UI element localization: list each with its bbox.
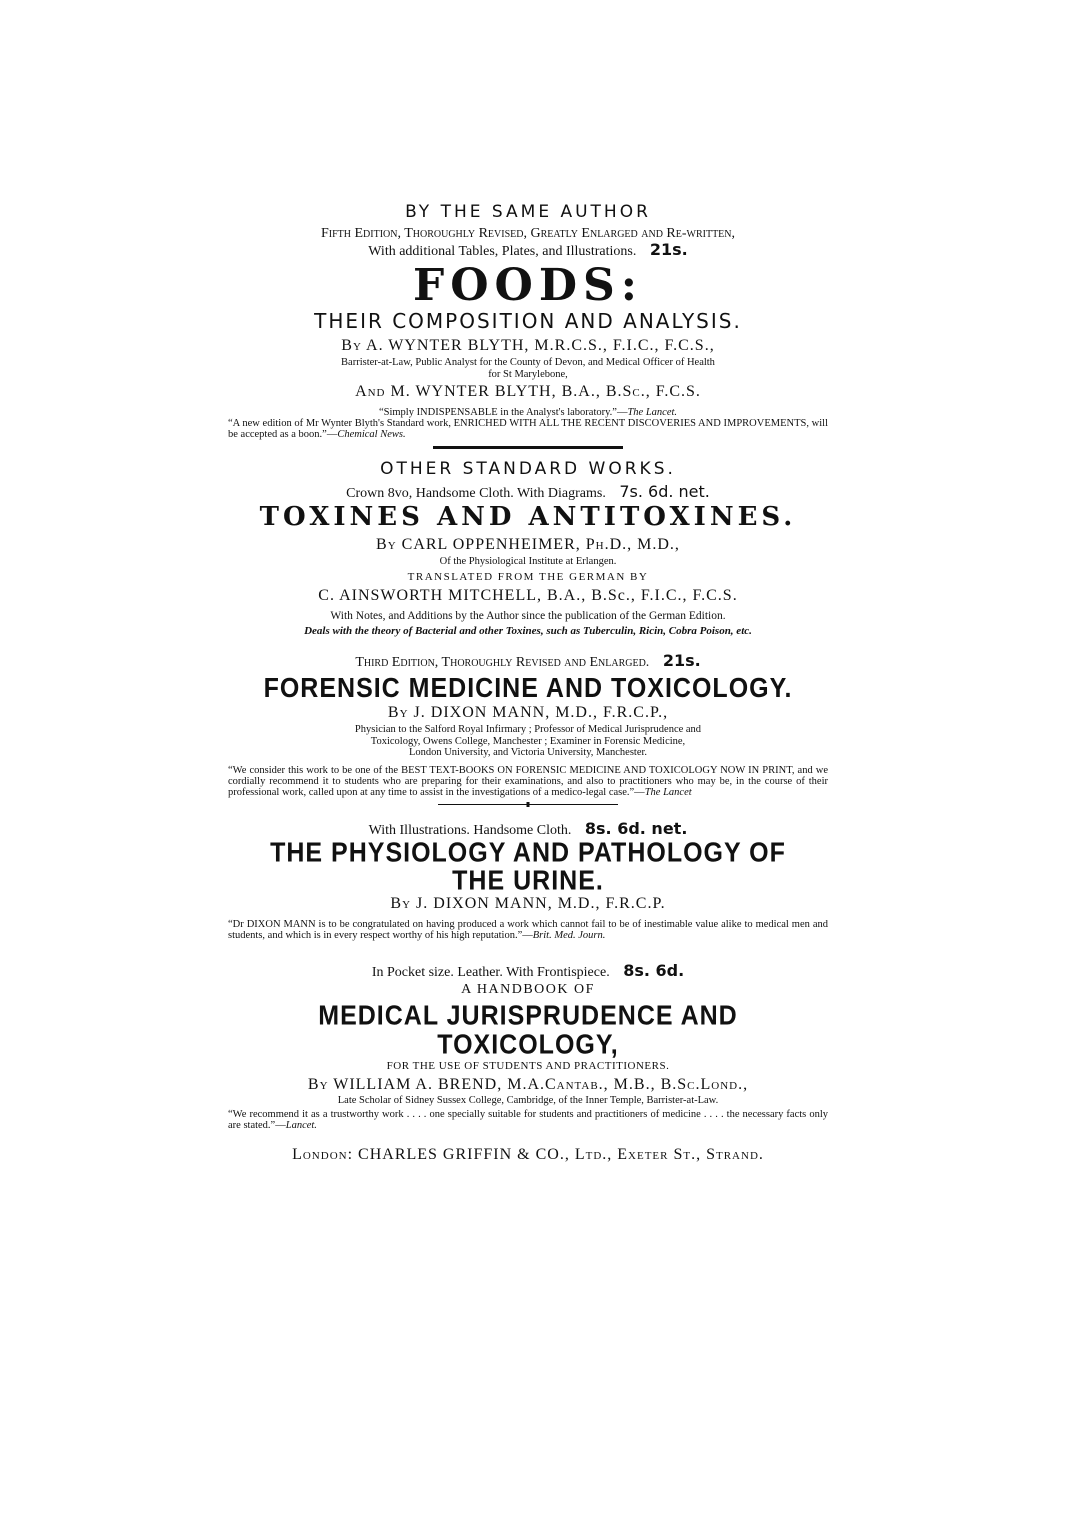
urine-author: By J. DIXON MANN, M.D., F.R.C.P. xyxy=(390,895,666,913)
foods-affil-line-2: for St Marylebone, xyxy=(488,368,568,380)
forensic-affil-line-1: Physician to the Salford Royal Infirmary ; Professor of Medical Jurisprudence and xyxy=(354,724,702,735)
urine-title xyxy=(228,839,828,895)
foods-author-1: By A. WYNTER BLYTH, M.R.C.S., F.I.C., F.C.S., xyxy=(341,337,715,355)
urine-price: 8s. 6d. net. xyxy=(584,818,688,838)
jurisprudence-affiliation: Late Scholar of Sidney Sussex College, Cambridge, of the Inner Temple, Barrister-at-Law. xyxy=(337,1095,719,1107)
forensic-quote-source: The Lancet xyxy=(644,786,692,798)
foods-title: FOODS: xyxy=(412,260,644,312)
forensic-affil-line-3: London University, and Victoria University, Manchester. xyxy=(408,747,648,759)
foods-edition-text-2: With additional Tables, Plates, and Illustrations. xyxy=(368,243,637,259)
jurisprudence-quote-text: “We recommend it as a trustworthy work . . . . one specially suitable for students and practitioners of medicine . . . . the necessary facts only are stated.”— xyxy=(228,1108,828,1131)
foods-author-2: And M. WYNTER BLYTH, B.A., B.Sc., F.C.S. xyxy=(355,383,701,401)
forensic-title: FORENSIC MEDICINE AND TOXICOLOGY. xyxy=(263,672,793,704)
toxines-title: TOXINES AND ANTITOXINES. xyxy=(259,501,797,532)
foods-author-1-affiliation xyxy=(228,357,828,380)
toxines-translator: C. AINSWORTH MITCHELL, B.A., B.Sc., F.I.C., F.C.S. xyxy=(318,586,738,604)
forensic-edition-line xyxy=(228,653,828,671)
foods-subtitle: THEIR COMPOSITION AND ANALYSIS. xyxy=(314,309,742,334)
by-same-author-heading: BY THE SAME AUTHOR xyxy=(405,202,651,222)
jurisprudence-price: 8s. 6d. xyxy=(623,961,685,981)
toxines-translated-by: TRANSLATED FROM THE GERMAN BY xyxy=(407,571,649,584)
foods-price: 21s. xyxy=(649,239,688,259)
urine-title-line-1: THE PHYSIOLOGY AND PATHOLOGY OF xyxy=(270,837,786,869)
foods-quote-2-text: “A new edition of Mr Wynter Blyth's Standard work, ENRICHED WITH ALL THE RECENT DISCOVERIES AND IMPROVEMENTS, will be accepted as a boon.”— xyxy=(228,418,828,441)
forensic-affiliation xyxy=(228,724,828,759)
urine-title-line-2: THE URINE. xyxy=(452,865,604,897)
forensic-affil-line-2: Toxicology, Owens College, Manchester ; Examiner in Forensic Medicine, xyxy=(370,735,686,747)
toxines-notes: With Notes, and Additions by the Author since the publication of the German Edition. xyxy=(330,609,726,622)
forensic-quote xyxy=(228,765,828,798)
foods-quote-2-source: Chemical News. xyxy=(337,429,406,441)
toxines-author: By CARL OPPENHEIMER, Ph.D., M.D., xyxy=(376,535,680,553)
foods-quote-1 xyxy=(228,407,828,418)
foods-affil-line-1: Barrister-at-Law, Public Analyst for the County of Devon, and Medical Officer of Health xyxy=(341,357,715,369)
toxines-edition-line xyxy=(228,481,828,502)
toxines-edition-text: Crown 8vo, Handsome Cloth. With Diagrams. xyxy=(346,485,606,501)
forensic-price: 21s. xyxy=(662,651,701,671)
jurisprudence-quote-source: Lancet. xyxy=(285,1119,317,1131)
forensic-quote-text: “We consider this work to be one of the BEST TEXT-BOOKS ON FORENSIC MEDICINE AND TOXICOLOGY NOW IN PRINT, and we cordially recommend it to students who are preparing for their examinations, and also to practitioners who may be, in the course of their professional work, called upon at any time to assist in the investigations of a medico-legal case.”— xyxy=(228,764,828,798)
foods-quote-1-source: The Lancet. xyxy=(627,407,678,419)
forensic-edition-text: Third Edition, Thoroughly Revised and Enlarged. xyxy=(355,655,650,671)
foods-edition-text: Fifth Edition, Thoroughly Revised, Greatly Enlarged and Re-written, xyxy=(320,225,736,241)
foods-quote-1-text: “Simply INDISPENSABLE in the Analyst's laboratory.”— xyxy=(378,407,628,419)
other-works-heading: OTHER STANDARD WORKS. xyxy=(380,459,676,480)
toxines-price: 7s. 6d. net. xyxy=(619,481,710,501)
urine-quote-text: “Dr DIXON MANN is to be congratulated on having produced a work which cannot fail to be of inestimable value alike to medical men and students, and which is in every respect worthy of his high reputation.”— xyxy=(228,919,828,942)
jurisprudence-edition-line xyxy=(228,963,828,981)
urine-edition-line xyxy=(228,818,828,839)
jurisprudence-quote xyxy=(228,1109,828,1131)
urine-quote xyxy=(228,919,828,941)
jurisprudence-handbook: A HANDBOOK OF xyxy=(461,981,595,997)
toxines-deals: Deals with the theory of Bacterial and other Toxines, such as Tuberculin, Ricin, Cobra Poison, etc. xyxy=(304,624,752,637)
advertisement-page xyxy=(228,204,828,1164)
jurisprudence-title: MEDICAL JURISPRUDENCE AND TOXICOLOGY, xyxy=(318,999,738,1061)
forensic-divider-rule xyxy=(438,804,618,805)
toxines-affiliation: Of the Physiological Institute at Erlangen. xyxy=(439,555,617,567)
foods-quote-2 xyxy=(228,418,828,440)
jurisprudence-author: By WILLIAM A. BREND, M.A.Cantab., M.B., B.Sc.Lond., xyxy=(307,1075,749,1093)
jurisprudence-for-line: FOR THE USE OF STUDENTS AND PRACTITIONERS. xyxy=(386,1060,670,1073)
foods-edition-line xyxy=(228,227,828,259)
urine-edition-text: With Illustrations. Handsome Cloth. xyxy=(368,822,572,838)
publisher-footer: London: CHARLES GRIFFIN & CO., Ltd., Exeter St., Strand. xyxy=(292,1146,764,1163)
forensic-author: By J. DIXON MANN, M.D., F.R.C.P., xyxy=(387,704,669,722)
urine-quote-source: Brit. Med. Journ. xyxy=(532,930,606,942)
jurisprudence-edition-text: In Pocket size. Leather. With Frontispiece. xyxy=(371,965,610,981)
